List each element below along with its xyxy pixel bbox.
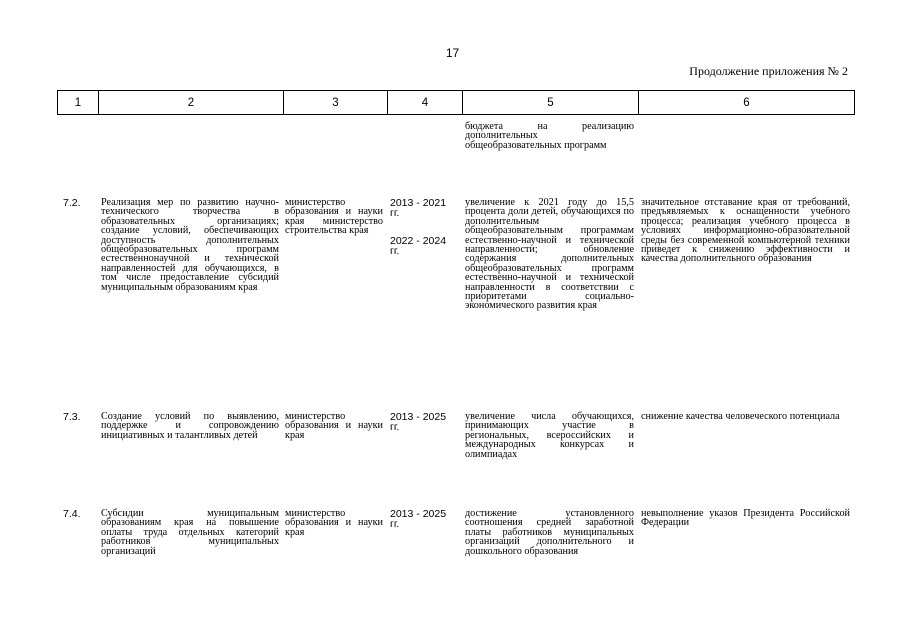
column-header-6: 6 xyxy=(639,91,855,115)
row-number: 7.2. xyxy=(63,197,81,209)
row-measure-name: Реализация мер по развитию научно-технического творчества в образовательных организациях; создание условий, обеспечивающих доступность дополнительных общеобразовательных программ естественнонаучной и технической направленностей для обучающихся, в том числе предоставление субсидий муниципальным образованиям края xyxy=(101,197,279,293)
period-range: 2013 - 2025 xyxy=(390,508,447,520)
row-measure-name: Создание условий по выявлению, поддержке и сопровождению инициативных и талантливых детей xyxy=(101,411,279,441)
row-period xyxy=(390,412,458,432)
row-result: увеличение к 2021 году до 15,5 процента доли детей, обучающихся по дополнительным общеобразовательным программам естественно-научной и технической направленности; обновление содержания дополнительных общеобразовательных программ естественно-научной и технической направленности в соответствии с приоритетами социально-экономического развития края xyxy=(465,197,634,312)
row-period xyxy=(390,509,458,529)
row-period xyxy=(390,198,458,256)
row-result: бюджета на реализацию дополнительных общеобразовательных программ xyxy=(465,121,634,151)
row-result: увеличение числа обучающихся, принимающих участие в региональных, всероссийских и международных конкурсах и олимпиадах xyxy=(465,411,634,460)
period-range: 2013 - 2021 xyxy=(390,197,447,209)
row-executor: министерство образования и науки края министерство строительства края xyxy=(285,197,383,237)
period-range: 2013 - 2025 xyxy=(390,411,447,423)
period-range-second: 2022 - 2024 xyxy=(390,235,447,247)
column-header-table xyxy=(57,90,855,115)
column-header-4: 4 xyxy=(388,91,463,115)
row-executor: министерство образования и науки края xyxy=(285,411,383,441)
row-executor: министерство образования и науки края xyxy=(285,508,383,538)
column-header-5: 5 xyxy=(463,91,639,115)
appendix-note: Продолжение приложения № 2 xyxy=(689,64,848,78)
period-suffix: гг. xyxy=(390,207,400,219)
column-header-3: 3 xyxy=(284,91,388,115)
row-consequence: снижение качества человеческого потенциала xyxy=(641,411,840,422)
column-header-2: 2 xyxy=(99,91,284,115)
row-consequence: невыполнение указов Президента Российской Федерации xyxy=(641,508,850,529)
row-result: достижение установленного соотношения средней заработной платы работников муниципальных организаций дополнительного и дошкольного образования xyxy=(465,508,634,557)
period-suffix: гг. xyxy=(390,421,400,433)
row-number: 7.4. xyxy=(63,508,81,520)
page-number: 17 xyxy=(445,46,460,60)
row-number: 7.3. xyxy=(63,411,81,423)
period-suffix-second: гг. xyxy=(390,245,400,257)
row-measure-name: Субсидии муниципальным образованиям края на повышение оплаты труда отдельных категорий работников муниципальных организаций xyxy=(101,508,279,557)
period-suffix: гг. xyxy=(390,518,400,530)
row-consequence: значительное отставание края от требований, предъявляемых к оснащенности учебного процесса; реализация учебного процесса в условиях информационно-образовательной среды без современной компьютерной техники приведет к снижению эффективности и качества дополнительного образования xyxy=(641,197,850,265)
column-header-row xyxy=(58,91,855,115)
column-header-1: 1 xyxy=(58,91,99,115)
